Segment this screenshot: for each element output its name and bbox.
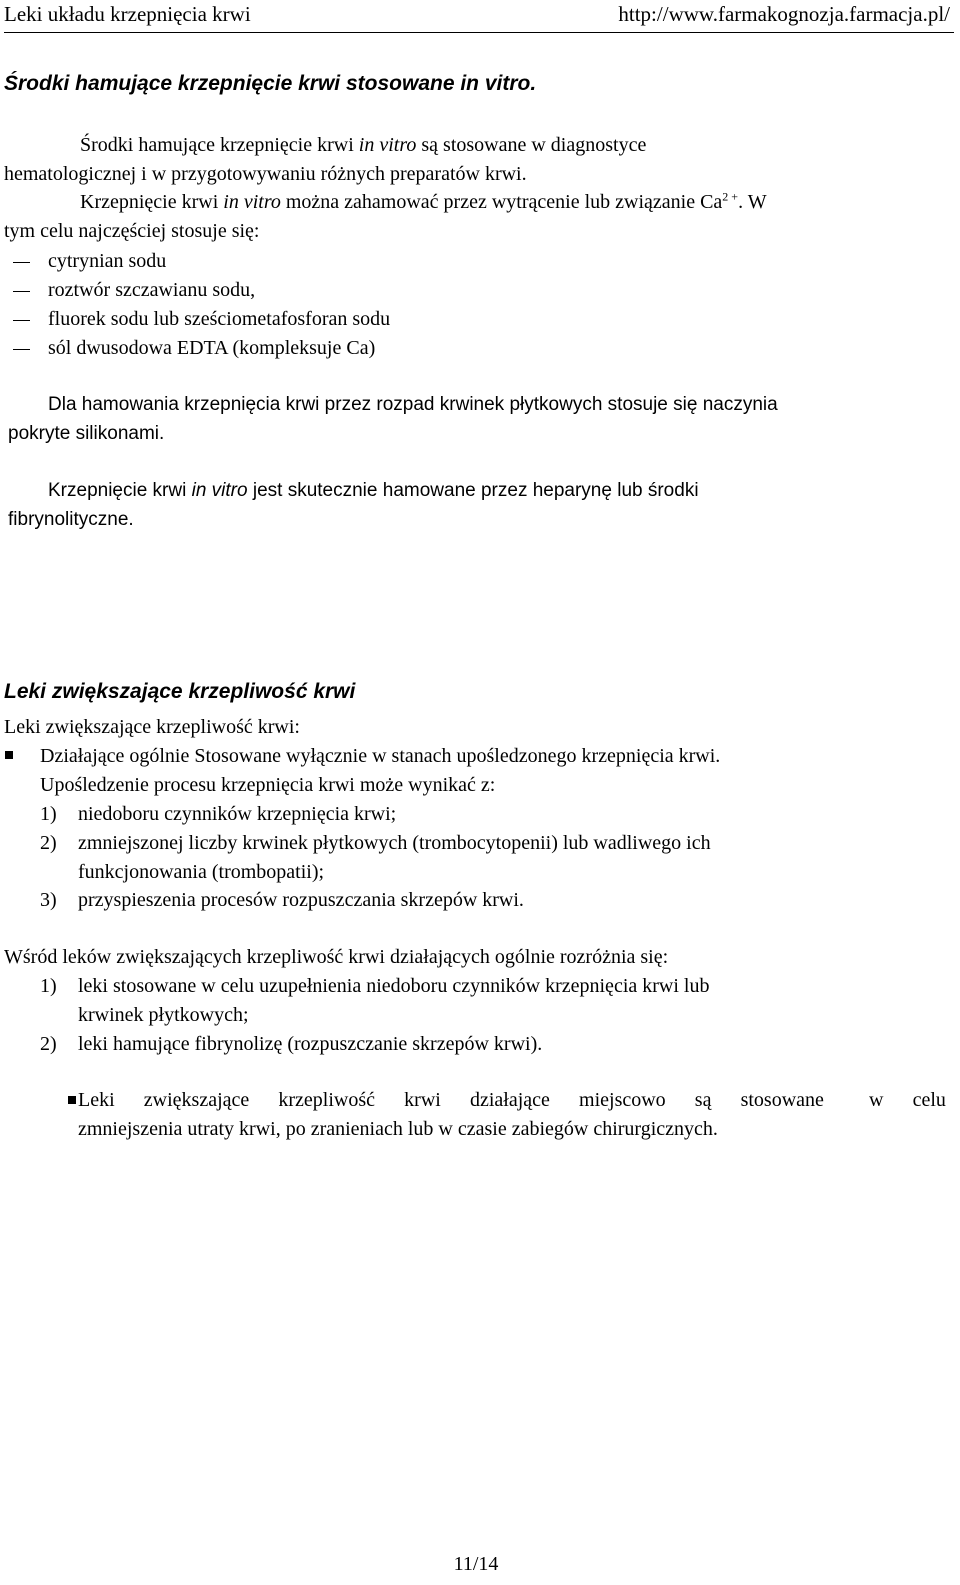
p2-text-a: Krzepnięcie krwi — [80, 191, 224, 213]
list2-number: 2) — [40, 1033, 57, 1055]
bullet2-word: miejscowo — [579, 1089, 666, 1111]
section2-heading: Leki zwiększające krzepliwość krwi — [4, 680, 356, 703]
bullet2-word: krzepliwość — [278, 1089, 376, 1111]
dash-marker — [13, 320, 30, 321]
paragraph5: Wśród leków zwiększających krzepliwość krwi działających ogólnie rozróżnia się: — [4, 946, 669, 968]
bullet1-line2: Upośledzenie procesu krzepnięcia krwi może wynikać z: — [40, 774, 496, 796]
paragraph4-line1 — [48, 481, 699, 500]
paragraph3-line2: pokryte silikonami. — [8, 423, 165, 444]
paragraph4-line2: fibrynolityczne. — [8, 509, 134, 530]
dash-item: roztwór szczawianu sodu, — [48, 279, 256, 301]
dash-marker — [13, 291, 30, 292]
bullet2-line2: zmniejszenia utraty krwi, po zranieniach lub w czasie zabiegów chirurgicznych. — [78, 1118, 718, 1140]
bullet2-word: działające — [469, 1089, 550, 1111]
bullet2-line1 — [78, 1090, 946, 1110]
list2-number: 1) — [40, 975, 57, 997]
p2-superscript: 2 + — [722, 189, 739, 204]
list1-number: 2) — [40, 832, 57, 854]
paragraph2-line2: tym celu najczęściej stosuje się: — [4, 220, 260, 242]
bullet1-line1: Działające ogólnie Stosowane wyłącznie w stanach upośledzonego krzepnięcia krwi. — [40, 745, 721, 767]
bullet2-word: Leki — [78, 1089, 115, 1111]
bullet2-word: stosowane — [740, 1089, 824, 1111]
dash-item: sól dwusodowa EDTA (kompleksuje Ca) — [48, 337, 376, 359]
header-url[interactable]: http://www.farmakognozja.farmacja.pl/ — [618, 2, 950, 26]
paragraph2-line1 — [80, 189, 767, 213]
list2-item: leki hamujące fibrynolizę (rozpuszczanie skrzepów krwi). — [78, 1033, 543, 1055]
p4-text-b: jest skutecznie hamowane przez heparynę lub środki — [247, 480, 699, 501]
paragraph1-line2: hematologicznej i w przygotowywaniu różnych preparatów krwi. — [4, 163, 527, 185]
p1-italic: in vitro — [358, 134, 417, 156]
list2-item: leki stosowane w celu uzupełnienia niedoboru czynników krzepnięcia krwi lub — [78, 975, 710, 997]
section1-heading: Środki hamujące krzepnięcie krwi stosowane in vitro. — [4, 72, 537, 95]
list2-item-continuation: krwinek płytkowych; — [78, 1004, 249, 1026]
page-number: 11/14 — [453, 1553, 499, 1575]
p4-italic: in vitro — [191, 480, 248, 501]
header-divider — [4, 32, 954, 33]
bullet2-word: są — [694, 1089, 712, 1111]
list1-item-continuation: funkcjonowania (trombopatii); — [78, 861, 325, 883]
dash-item: cytrynian sodu — [48, 250, 167, 272]
bullet2-word: w — [869, 1089, 884, 1111]
p2-text-b: można zahamować przez wytrącenie lub związanie Ca — [280, 191, 723, 213]
paragraph1-line1 — [80, 135, 646, 155]
section2-intro: Leki zwiększające krzepliwość krwi: — [4, 716, 300, 738]
bullet2-word: krwi — [404, 1089, 441, 1111]
square-bullet-icon — [68, 1096, 76, 1104]
list1-item: niedoboru czynników krzepnięcia krwi; — [78, 803, 397, 825]
p4-text-a: Krzepnięcie krwi — [48, 480, 192, 501]
dash-marker — [13, 262, 30, 263]
bullet2-word: celu — [912, 1089, 946, 1111]
paragraph3-line1: Dla hamowania krzepnięcia krwi przez rozpad krwinek płytkowych stosuje się naczynia — [48, 394, 778, 415]
square-bullet-icon — [5, 751, 13, 759]
list1-number: 3) — [40, 889, 57, 911]
p1-text-a: Środki hamujące krzepnięcie krwi — [80, 134, 359, 156]
list1-item: zmniejszonej liczby krwinek płytkowych (trombocytopenii) lub wadliwego ich — [78, 832, 711, 854]
list1-item: przyspieszenia procesów rozpuszczania skrzepów krwi. — [78, 889, 524, 911]
bullet2-word: zwiększające — [143, 1089, 250, 1111]
p2-text-c: . W — [738, 191, 767, 213]
dash-item: fluorek sodu lub sześciometafosforan sodu — [48, 308, 391, 330]
header-title: Leki układu krzepnięcia krwi — [4, 2, 251, 26]
p2-italic: in vitro — [223, 191, 281, 213]
list1-number: 1) — [40, 803, 57, 825]
dash-marker — [13, 349, 30, 350]
p1-text-b: są stosowane w diagnostyce — [416, 134, 647, 156]
